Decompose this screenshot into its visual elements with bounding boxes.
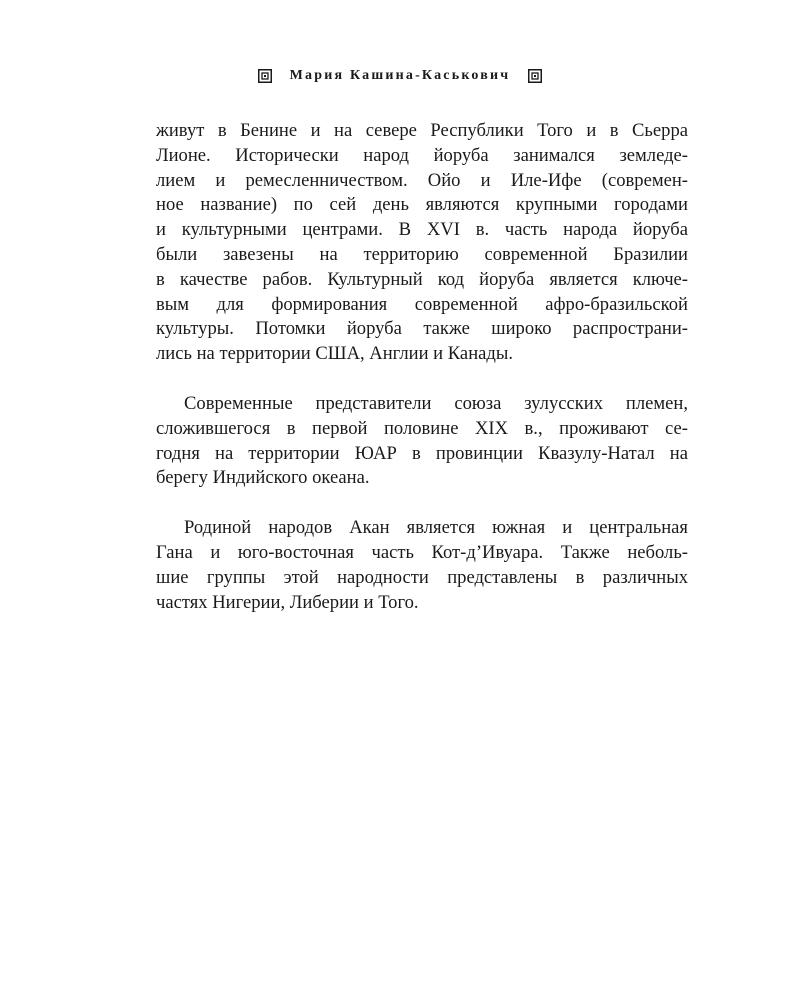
text-line: и культурными центрами. В XVI в. часть народа йоруба — [156, 219, 688, 241]
text-line: Современные представители союза зулусских племен, — [184, 392, 688, 414]
text-line: годня на территории ЮАР в провинции Квазулу-Натал на — [156, 442, 688, 464]
paragraph-zulu — [156, 392, 688, 491]
text-line: Родиной народов Акан является южная и центральная — [184, 517, 688, 539]
text-line: живут в Бенине и на севере Республики Того и в Сьерра — [156, 120, 688, 141]
text-line: в качестве рабов. Культурный код йоруба является ключе- — [156, 268, 688, 290]
square-ornament-icon — [528, 69, 542, 83]
text-line: лись на территории США, Англии и Канады. — [156, 343, 513, 365]
text-line: сложившегося в первой половине XIX в., проживают се- — [156, 417, 688, 439]
paragraph-akan — [156, 516, 688, 615]
paragraph-gap — [156, 491, 688, 516]
running-head — [0, 64, 800, 88]
text-line: ное название) по сей день являются крупными городами — [156, 194, 688, 216]
square-ornament-icon — [258, 69, 272, 83]
text-line: были завезены на территорию современной Бразилии — [156, 243, 688, 265]
text-line: берегу Индийского океана. — [156, 467, 370, 489]
paragraph-yoruba — [156, 119, 688, 367]
text-line: вым для формирования современной афро-бразильской — [156, 293, 688, 315]
text-line: шие группы этой народности представлены в различных — [156, 566, 688, 588]
body-text — [156, 119, 688, 615]
text-line: Гана и юго-восточная часть Кот-д’Ивуара. Также неболь- — [156, 541, 688, 563]
paragraph-gap — [156, 367, 688, 392]
text-line: Лионе. Исторически народ йоруба занимался земледе- — [156, 144, 688, 166]
text-line: лием и ремесленничеством. Ойо и Иле-Ифе (современ- — [156, 169, 688, 191]
text-line: частях Нигерии, Либерии и Того. — [156, 591, 419, 613]
author-name: Мария Кашина-Каськович — [289, 68, 511, 83]
text-line: культуры. Потомки йоруба также широко распространи- — [156, 318, 688, 340]
